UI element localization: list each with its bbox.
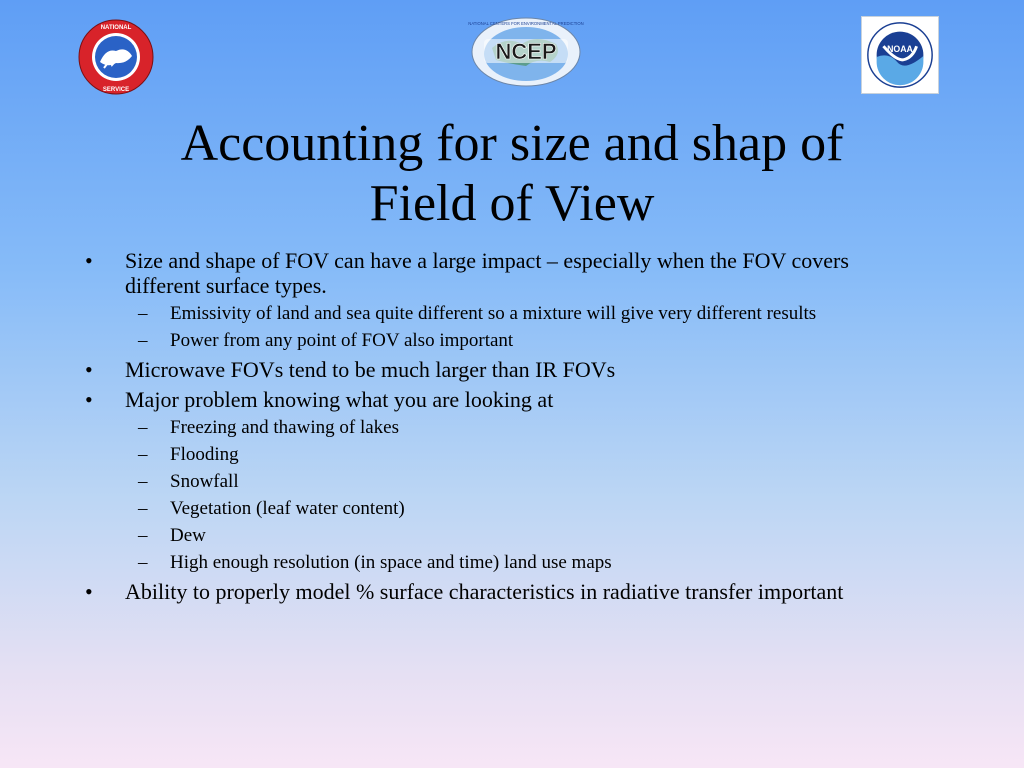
- bullet-marker: •: [85, 579, 93, 604]
- ncep-logo-text: NCEP: [495, 39, 557, 64]
- slide-title-line-1: Accounting for size and shap of: [180, 115, 844, 172]
- sub-bullet-text: Power from any point of FOV also important: [170, 330, 514, 351]
- sub-bullet-text: Vegetation (leaf water content): [170, 498, 405, 519]
- sub-bullet-item: [0, 417, 895, 438]
- sub-bullet-text: Flooding: [170, 444, 239, 465]
- noaa-logo-text: NOAA: [887, 44, 913, 55]
- slide-title-line-2: Field of View: [369, 175, 655, 232]
- bullet-text: Microwave FOVs tend to be much larger than IR FOVs: [125, 357, 616, 382]
- sub-bullet-text: High enough resolution (in space and time) land use maps: [170, 552, 612, 573]
- bullet-list: [0, 248, 1024, 609]
- bullet-marker: •: [85, 357, 93, 382]
- sub-bullet-text: Freezing and thawing of lakes: [170, 417, 399, 438]
- bullet-marker: •: [85, 387, 93, 412]
- noaa-logo: [861, 16, 939, 94]
- sub-bullet-marker: –: [138, 471, 148, 492]
- sub-bullet-item: [0, 330, 895, 351]
- sub-bullet-marker: –: [138, 303, 148, 324]
- nws-logo: [76, 18, 156, 96]
- sub-bullet-marker: –: [138, 552, 148, 573]
- sub-bullet-item: [0, 498, 895, 519]
- sub-bullet-marker: –: [138, 330, 148, 351]
- sub-bullet-item: [0, 552, 895, 573]
- sub-bullet-text: Snowfall: [170, 471, 239, 492]
- svg-text:NATIONAL CENTERS FOR ENVIRONME: NATIONAL CENTERS FOR ENVIRONMENTAL PREDICTION: [468, 21, 584, 26]
- bullet-item: [0, 579, 905, 604]
- sub-bullet-marker: –: [138, 498, 148, 519]
- sub-bullet-item: [0, 303, 895, 324]
- bullet-item: [0, 248, 905, 298]
- bullet-text: Ability to properly model % surface characteristics in radiative transfer important: [125, 579, 844, 604]
- bullet-text: Major problem knowing what you are looking at: [125, 387, 554, 412]
- sub-bullet-item: [0, 444, 895, 465]
- sub-bullet-item: [0, 471, 895, 492]
- slide-title: [0, 114, 1024, 234]
- bullet-item: [0, 357, 905, 382]
- svg-text:NATIONAL: NATIONAL: [100, 25, 132, 31]
- bullet-text: Size and shape of FOV can have a large impact – especially when the FOV covers different surface types.: [125, 248, 849, 298]
- ncep-logo: [466, 14, 586, 88]
- svg-text:SERVICE: SERVICE: [102, 87, 130, 93]
- sub-bullet-marker: –: [138, 525, 148, 546]
- sub-bullet-marker: –: [138, 417, 148, 438]
- bullet-item: [0, 387, 905, 412]
- sub-bullet-item: [0, 525, 895, 546]
- sub-bullet-text: Emissivity of land and sea quite different so a mixture will give very different results: [170, 303, 817, 324]
- sub-bullet-marker: –: [138, 444, 148, 465]
- bullet-marker: •: [85, 248, 93, 273]
- sub-bullet-text: Dew: [170, 525, 206, 546]
